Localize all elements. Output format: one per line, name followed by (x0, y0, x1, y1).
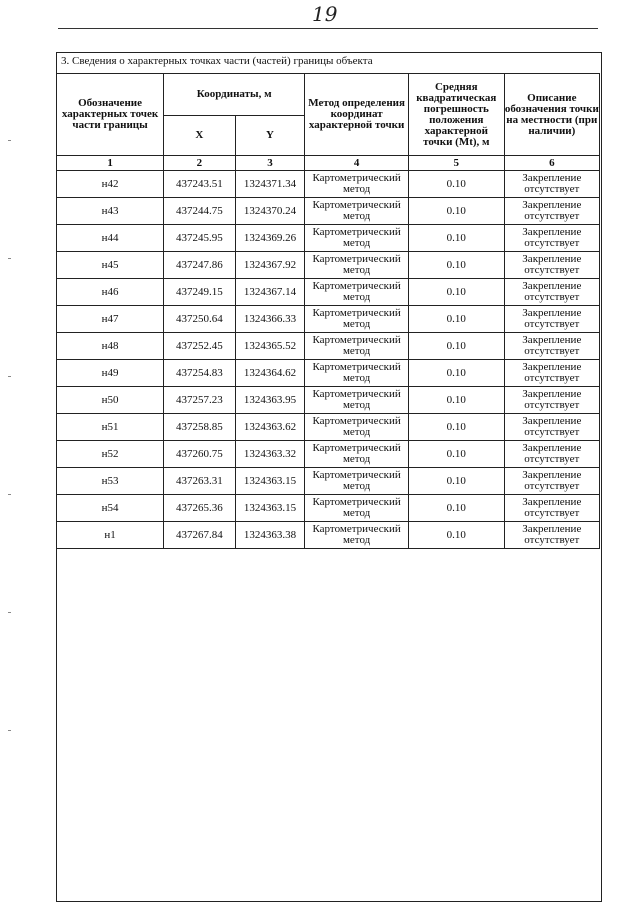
method-line: метод (342, 264, 371, 276)
page-number: 19 (312, 2, 338, 26)
description-cell (504, 441, 599, 468)
description-cell (504, 279, 599, 306)
method-line: Картометрический (312, 415, 401, 427)
accuracy: 0.10 (408, 306, 504, 333)
table-row (57, 441, 600, 468)
method-line: метод (342, 237, 371, 249)
coord-x: 437258.85 (164, 414, 235, 441)
table-row (57, 279, 600, 306)
coord-y: 1324363.32 (235, 441, 305, 468)
point-id: н44 (57, 225, 164, 252)
point-id: н42 (57, 171, 164, 198)
accuracy: 0.10 (408, 198, 504, 225)
accuracy: 0.10 (408, 522, 504, 549)
coord-x: 437254.83 (164, 360, 235, 387)
description-cell (504, 360, 599, 387)
method-line: Картометрический (312, 199, 401, 211)
table-row (57, 252, 600, 279)
coord-x: 437247.86 (164, 252, 235, 279)
description-line: Закрепление (522, 496, 582, 508)
point-id: н46 (57, 279, 164, 306)
coord-x: 437267.84 (164, 522, 235, 549)
method-cell (305, 198, 409, 225)
points-table (56, 73, 600, 549)
point-id: н1 (57, 522, 164, 549)
column-number: 2 (164, 156, 235, 171)
table-row (57, 522, 600, 549)
description-line: Закрепление (522, 334, 582, 346)
method-line: метод (342, 534, 371, 546)
method-line: метод (342, 210, 371, 222)
point-id: н52 (57, 441, 164, 468)
point-id: н43 (57, 198, 164, 225)
margin-mark (8, 376, 11, 377)
coord-y: 1324367.92 (235, 252, 305, 279)
table-row (57, 360, 600, 387)
coord-y: 1324363.38 (235, 522, 305, 549)
coord-x: 437243.51 (164, 171, 235, 198)
method-cell (305, 279, 409, 306)
column-number: 1 (57, 156, 164, 171)
point-id: н49 (57, 360, 164, 387)
description-line: отсутствует (524, 507, 580, 519)
document-sheet (56, 52, 602, 902)
coord-x: 437252.45 (164, 333, 235, 360)
description-cell (504, 414, 599, 441)
description-line: отсутствует (524, 345, 580, 357)
method-line: метод (342, 426, 371, 438)
coord-x: 437249.15 (164, 279, 235, 306)
header-accuracy: Средняя квадратическая погрешность положения характерной точки (Mt), м (408, 74, 504, 156)
column-number: 6 (504, 156, 599, 171)
method-line: Картометрический (312, 442, 401, 454)
method-line: Картометрический (312, 496, 401, 508)
accuracy: 0.10 (408, 387, 504, 414)
method-cell (305, 252, 409, 279)
header-method: Метод определения координат характерной точки (305, 74, 409, 156)
description-cell (504, 333, 599, 360)
description-line: отсутствует (524, 426, 580, 438)
description-line: отсутствует (524, 480, 580, 492)
point-id: н48 (57, 333, 164, 360)
column-number: 3 (235, 156, 305, 171)
point-id: н54 (57, 495, 164, 522)
accuracy: 0.10 (408, 333, 504, 360)
method-line: метод (342, 399, 371, 411)
description-cell (504, 468, 599, 495)
method-line: метод (342, 183, 371, 195)
description-line: Закрепление (522, 226, 582, 238)
coord-y: 1324365.52 (235, 333, 305, 360)
method-line: метод (342, 480, 371, 492)
header-y: Y (235, 116, 305, 156)
method-cell (305, 360, 409, 387)
description-cell (504, 171, 599, 198)
method-line: Картометрический (312, 361, 401, 373)
column-number: 5 (408, 156, 504, 171)
coord-x: 437245.95 (164, 225, 235, 252)
coord-y: 1324363.15 (235, 495, 305, 522)
description-line: отсутствует (524, 264, 580, 276)
method-cell (305, 522, 409, 549)
method-line: Картометрический (312, 523, 401, 535)
description-line: отсутствует (524, 318, 580, 330)
method-cell (305, 414, 409, 441)
description-line: отсутствует (524, 399, 580, 411)
point-id: н45 (57, 252, 164, 279)
method-line: Картометрический (312, 334, 401, 346)
description-line: Закрепление (522, 361, 582, 373)
accuracy: 0.10 (408, 414, 504, 441)
description-line: отсутствует (524, 453, 580, 465)
description-line: отсутствует (524, 210, 580, 222)
method-line: метод (342, 453, 371, 465)
description-line: Закрепление (522, 307, 582, 319)
description-line: Закрепление (522, 523, 582, 535)
description-line: Закрепление (522, 415, 582, 427)
margin-mark (8, 258, 11, 259)
accuracy: 0.10 (408, 468, 504, 495)
table-row (57, 171, 600, 198)
accuracy: 0.10 (408, 495, 504, 522)
description-cell (504, 387, 599, 414)
method-line: Картометрический (312, 280, 401, 292)
accuracy: 0.10 (408, 252, 504, 279)
method-line: Картометрический (312, 307, 401, 319)
method-line: метод (342, 507, 371, 519)
point-id: н51 (57, 414, 164, 441)
coord-x: 437265.36 (164, 495, 235, 522)
point-id: н50 (57, 387, 164, 414)
description-line: Закрепление (522, 253, 582, 265)
point-id: н53 (57, 468, 164, 495)
table-row (57, 387, 600, 414)
margin-mark (8, 140, 11, 141)
coord-y: 1324367.14 (235, 279, 305, 306)
table-row (57, 468, 600, 495)
method-line: Картометрический (312, 253, 401, 265)
method-cell (305, 225, 409, 252)
method-line: Картометрический (312, 388, 401, 400)
description-line: Закрепление (522, 388, 582, 400)
description-line: отсутствует (524, 372, 580, 384)
coord-y: 1324369.26 (235, 225, 305, 252)
accuracy: 0.10 (408, 279, 504, 306)
accuracy: 0.10 (408, 171, 504, 198)
coord-y: 1324366.33 (235, 306, 305, 333)
description-cell (504, 252, 599, 279)
table-row (57, 306, 600, 333)
coord-x: 437257.23 (164, 387, 235, 414)
coord-x: 437263.31 (164, 468, 235, 495)
coord-y: 1324370.24 (235, 198, 305, 225)
accuracy: 0.10 (408, 360, 504, 387)
table-row (57, 225, 600, 252)
description-line: отсутствует (524, 534, 580, 546)
section-title: 3. Сведения о характерных точках части (частей) границы объекта (61, 55, 373, 67)
method-line: Картометрический (312, 226, 401, 238)
method-cell (305, 468, 409, 495)
accuracy: 0.10 (408, 441, 504, 468)
header-description: Описание обозначения точки на местности (при наличии) (504, 74, 599, 156)
method-cell (305, 333, 409, 360)
description-cell (504, 198, 599, 225)
margin-mark (8, 494, 11, 495)
coord-y: 1324363.62 (235, 414, 305, 441)
description-cell (504, 225, 599, 252)
margin-mark (8, 730, 11, 731)
method-cell (305, 306, 409, 333)
accuracy: 0.10 (408, 225, 504, 252)
column-number: 4 (305, 156, 409, 171)
point-id: н47 (57, 306, 164, 333)
header-x: X (164, 116, 235, 156)
table-row (57, 198, 600, 225)
coord-x: 437244.75 (164, 198, 235, 225)
method-cell (305, 495, 409, 522)
table-row (57, 495, 600, 522)
description-line: Закрепление (522, 469, 582, 481)
description-line: Закрепление (522, 172, 582, 184)
header-point-designation: Обозначение характерных точек части границы (57, 74, 164, 156)
table-row (57, 333, 600, 360)
method-cell (305, 171, 409, 198)
coord-y: 1324371.34 (235, 171, 305, 198)
coord-y: 1324363.15 (235, 468, 305, 495)
table-row (57, 414, 600, 441)
description-cell (504, 495, 599, 522)
coord-y: 1324363.95 (235, 387, 305, 414)
method-line: метод (342, 291, 371, 303)
description-line: Закрепление (522, 442, 582, 454)
top-rule (58, 28, 598, 29)
coord-x: 437250.64 (164, 306, 235, 333)
coord-x: 437260.75 (164, 441, 235, 468)
method-cell (305, 387, 409, 414)
method-cell (305, 441, 409, 468)
description-line: отсутствует (524, 291, 580, 303)
method-line: метод (342, 345, 371, 357)
description-line: отсутствует (524, 237, 580, 249)
method-line: Картометрический (312, 469, 401, 481)
method-line: Картометрический (312, 172, 401, 184)
header-coordinates: Координаты, м (164, 74, 305, 116)
coord-y: 1324364.62 (235, 360, 305, 387)
description-cell (504, 306, 599, 333)
description-line: Закрепление (522, 199, 582, 211)
description-line: отсутствует (524, 183, 580, 195)
description-line: Закрепление (522, 280, 582, 292)
description-cell (504, 522, 599, 549)
margin-mark (8, 612, 11, 613)
method-line: метод (342, 318, 371, 330)
method-line: метод (342, 372, 371, 384)
